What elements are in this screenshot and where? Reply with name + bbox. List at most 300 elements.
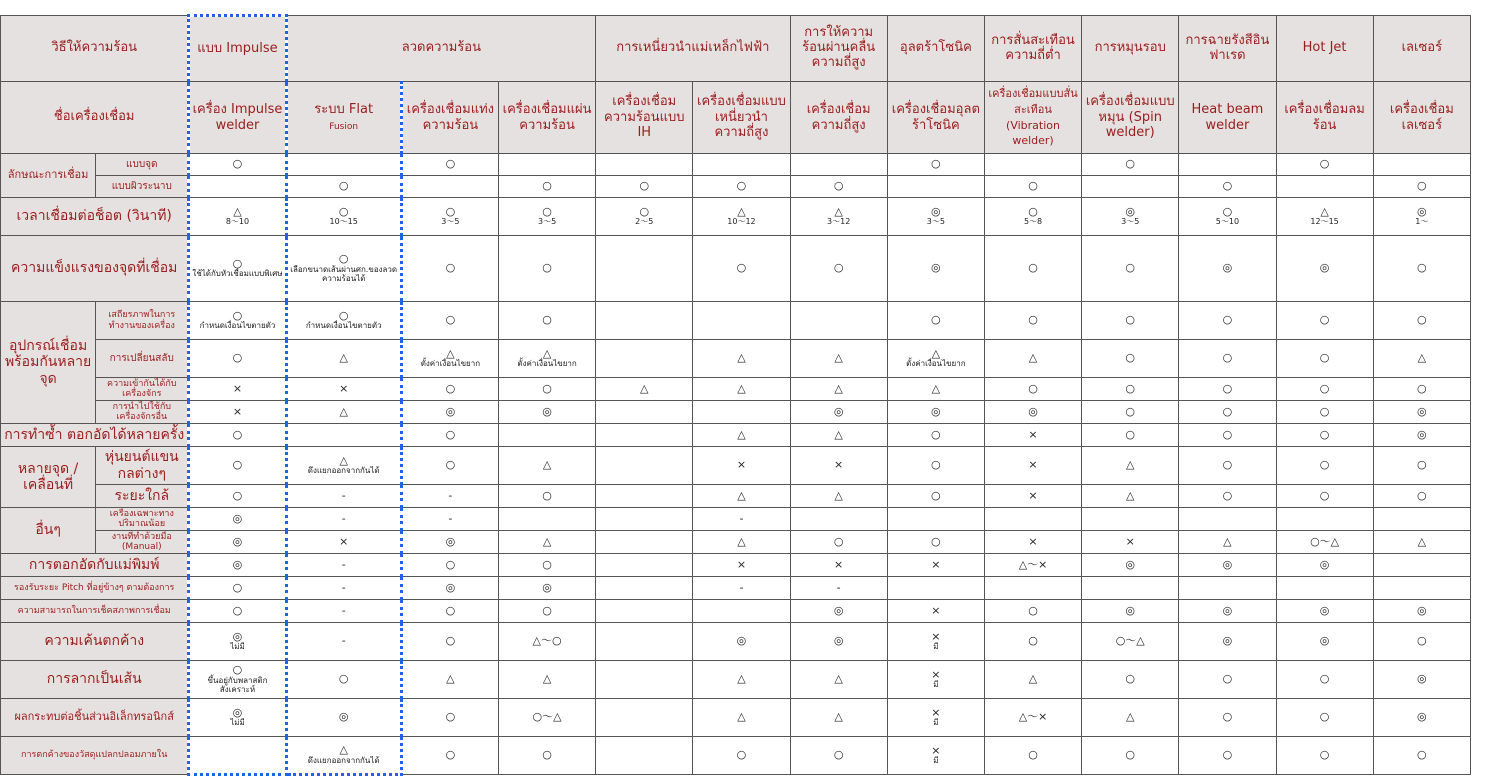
table-cell xyxy=(286,577,401,600)
table-cell xyxy=(1082,302,1179,340)
rating-symbol: △ xyxy=(1125,458,1135,472)
machine-ultrasonic: เครื่องเชื่อมอุลตร้าโซนิค xyxy=(887,82,984,154)
table-cell xyxy=(693,699,790,737)
table-cell xyxy=(790,198,887,236)
table-cell xyxy=(1276,198,1373,236)
table-row xyxy=(1,554,1471,577)
table-cell xyxy=(401,600,498,623)
table-cell xyxy=(401,485,498,508)
table-cell xyxy=(286,447,401,485)
rating-symbol: × xyxy=(834,458,844,472)
table-cell xyxy=(693,378,790,401)
table-cell xyxy=(887,699,984,737)
rating-symbol: ○ xyxy=(1222,710,1233,724)
table-row xyxy=(1,176,1471,198)
table-cell xyxy=(1373,176,1470,198)
rating-symbol: - xyxy=(341,603,346,617)
table-row xyxy=(1,699,1471,737)
table-cell xyxy=(887,554,984,577)
table-row xyxy=(1,600,1471,623)
table-cell xyxy=(189,485,286,508)
rating-symbol: ◎ xyxy=(1319,557,1330,571)
machine-name: เครื่องเชื่อมแบบสั่นสะเทือน xyxy=(988,87,1078,116)
rating-symbol: × xyxy=(1125,534,1135,548)
table-cell xyxy=(596,577,693,600)
cell-note: กำหนดเงื่อนไขตายตัว xyxy=(199,321,276,331)
table-cell xyxy=(1179,378,1276,401)
rating-symbol: ○ xyxy=(1222,313,1233,327)
rating-symbol: ○ xyxy=(931,427,941,441)
cell-note: 8～10 xyxy=(225,217,250,227)
table-cell xyxy=(1373,485,1470,508)
table-cell xyxy=(693,198,790,236)
rating-symbol: × xyxy=(1028,534,1038,548)
table-cell xyxy=(1082,737,1179,775)
rating-symbol: ○ xyxy=(445,261,456,275)
table-cell xyxy=(189,302,286,340)
table-cell xyxy=(1373,737,1470,775)
machine-impulse-welder xyxy=(189,82,286,154)
table-cell xyxy=(596,236,693,302)
table-cell xyxy=(1179,485,1276,508)
table-cell xyxy=(286,600,401,623)
table-cell xyxy=(790,302,887,340)
table-cell xyxy=(1179,554,1276,577)
rating-symbol: ○ xyxy=(338,204,349,218)
rating-symbol: ◎ xyxy=(232,557,243,571)
table-cell xyxy=(790,236,887,302)
rating-symbol: ○ xyxy=(1417,458,1427,472)
table-cell xyxy=(1276,623,1373,661)
table-cell xyxy=(189,424,286,447)
rating-symbol: ○ xyxy=(736,179,747,193)
rating-symbol: ○ xyxy=(1125,427,1136,441)
table-cell xyxy=(887,508,984,531)
table-cell xyxy=(498,661,595,699)
machine-header-row xyxy=(1,82,1471,154)
rating-symbol: ○ xyxy=(445,557,456,571)
rating-symbol: ○ xyxy=(1417,381,1427,395)
table-cell xyxy=(790,577,887,600)
table-cell xyxy=(1276,508,1373,531)
table-cell xyxy=(887,623,984,661)
table-cell xyxy=(286,508,401,531)
rating-symbol: ◎ xyxy=(1417,672,1427,686)
table-body xyxy=(1,16,1471,775)
rating-symbol: ○ xyxy=(1417,179,1427,193)
table-cell xyxy=(286,401,401,424)
table-cell xyxy=(1276,485,1373,508)
table-cell xyxy=(596,424,693,447)
method-laser: เลเซอร์ xyxy=(1373,16,1470,82)
rating-symbol: × xyxy=(232,404,243,418)
method-vibration: การสั่นสะเทือน ความถี่ต่ำ xyxy=(984,16,1081,82)
machine-ih: เครื่องเชื่อมความร้อนแบบ IH xyxy=(596,82,693,154)
rating-symbol: △ xyxy=(834,672,843,686)
rating-symbol: - xyxy=(739,580,744,594)
table-row xyxy=(1,302,1471,340)
table-cell xyxy=(790,661,887,699)
rating-symbol: ◎ xyxy=(1417,427,1427,441)
cell-note: 2～5 xyxy=(635,217,654,227)
table-cell xyxy=(693,485,790,508)
table-row xyxy=(1,401,1471,424)
rating-symbol: - xyxy=(341,580,346,594)
cell-note: มี xyxy=(933,680,939,690)
table-cell xyxy=(498,600,595,623)
rating-symbol: ○～△ xyxy=(532,710,562,724)
table-cell xyxy=(1373,600,1470,623)
rating-symbol: ◎ xyxy=(1222,557,1233,571)
table-cell xyxy=(1373,554,1470,577)
table-cell xyxy=(1373,661,1470,699)
table-cell xyxy=(693,554,790,577)
table-cell xyxy=(1179,737,1276,775)
rating-symbol: △ xyxy=(1320,204,1329,218)
table-cell xyxy=(596,699,693,737)
cell-note: ดึงแยกออกจากกันได้ xyxy=(307,755,380,765)
table-cell xyxy=(498,623,595,661)
rating-symbol: ○ xyxy=(338,308,349,322)
rating-symbol: △ xyxy=(446,346,455,360)
table-cell xyxy=(1179,699,1276,737)
rating-symbol: △ xyxy=(339,351,348,365)
rating-symbol: ○ xyxy=(1028,313,1038,327)
table-cell xyxy=(401,424,498,447)
table-cell xyxy=(1082,623,1179,661)
rating-symbol: ○ xyxy=(1028,634,1038,648)
rating-symbol: ○～△ xyxy=(1310,534,1340,548)
table-cell xyxy=(401,661,498,699)
rating-symbol: ○ xyxy=(1222,427,1233,441)
table-cell xyxy=(401,236,498,302)
method-hot-wire: ลวดความร้อน xyxy=(286,16,596,82)
rating-symbol: ◎ xyxy=(232,705,243,719)
table-cell xyxy=(887,577,984,600)
rating-symbol: ○ xyxy=(639,204,650,218)
rating-symbol: ○ xyxy=(833,534,844,548)
rating-symbol: ○ xyxy=(1417,313,1427,327)
rating-symbol: ○ xyxy=(445,313,456,327)
table-cell xyxy=(887,447,984,485)
table-cell xyxy=(887,340,984,378)
machine-name: เครื่อง Impulse welder xyxy=(192,101,283,133)
table-cell xyxy=(286,661,401,699)
rating-symbol: ◎ xyxy=(1417,204,1427,218)
table-cell xyxy=(498,554,595,577)
row-header: การลากเป็นเส้น xyxy=(1,661,189,699)
rating-symbol: ○ xyxy=(1222,204,1233,218)
table-cell xyxy=(984,577,1081,600)
table-cell xyxy=(984,508,1081,531)
rating-symbol: ○ xyxy=(1417,634,1427,648)
table-cell xyxy=(1082,531,1179,554)
rating-symbol: × xyxy=(931,629,941,643)
table-cell xyxy=(596,302,693,340)
rating-symbol: △ xyxy=(931,381,941,395)
table-cell xyxy=(498,485,595,508)
rating-symbol: △ xyxy=(931,346,941,360)
table-cell xyxy=(1373,424,1470,447)
rating-symbol: ◎ xyxy=(931,404,941,418)
rating-symbol: ◎ xyxy=(232,534,243,548)
table-cell xyxy=(401,508,498,531)
table-cell xyxy=(189,198,286,236)
table-cell xyxy=(1276,401,1373,424)
table-cell xyxy=(498,378,595,401)
rating-symbol: ◎ xyxy=(1417,603,1427,617)
table-cell xyxy=(984,340,1081,378)
method-infrared: การฉายรังสีอินฟาเรด xyxy=(1179,16,1276,82)
rating-symbol: △ xyxy=(737,427,746,441)
row-subheader: การนำไปใช้กับเครื่องจักรอื่น xyxy=(96,401,189,424)
table-cell xyxy=(1179,623,1276,661)
rating-symbol: ○ xyxy=(1319,404,1330,418)
rating-symbol: ○ xyxy=(445,458,456,472)
table-cell xyxy=(1082,198,1179,236)
method-ultrasonic: อุลตร้าโซนิค xyxy=(887,16,984,82)
table-cell xyxy=(401,699,498,737)
table-cell xyxy=(189,623,286,661)
rating-symbol: ○ xyxy=(542,261,552,275)
table-cell xyxy=(790,485,887,508)
cell-note: 5～8 xyxy=(1023,217,1043,227)
table-cell xyxy=(1373,699,1470,737)
rating-symbol: × xyxy=(1028,427,1038,441)
table-cell xyxy=(498,699,595,737)
rating-symbol: × xyxy=(736,557,747,571)
rating-symbol: ○ xyxy=(1222,672,1233,686)
table-cell xyxy=(1082,236,1179,302)
rating-symbol: - xyxy=(341,557,346,571)
table-cell xyxy=(984,378,1081,401)
rating-symbol: ○ xyxy=(1319,427,1330,441)
rating-symbol: ◎ xyxy=(542,580,552,594)
welding-comparison-table xyxy=(0,14,1471,776)
rating-symbol: ○ xyxy=(1028,603,1038,617)
table-cell xyxy=(596,198,693,236)
table-cell xyxy=(693,737,790,775)
rating-symbol: ◎ xyxy=(833,404,844,418)
rating-symbol: ◎ xyxy=(1125,204,1136,218)
table-cell xyxy=(1082,154,1179,176)
rating-symbol: × xyxy=(1028,488,1038,502)
table-cell xyxy=(189,447,286,485)
table-cell xyxy=(596,623,693,661)
rating-symbol: △ xyxy=(1125,488,1135,502)
table-cell xyxy=(596,554,693,577)
machine-vibration xyxy=(984,82,1081,154)
rating-symbol: △～○ xyxy=(532,634,562,648)
table-cell xyxy=(1082,401,1179,424)
rating-symbol: ◎ xyxy=(445,534,456,548)
table-cell xyxy=(286,531,401,554)
table-row xyxy=(1,447,1471,485)
table-cell xyxy=(790,401,887,424)
rating-symbol: ◎ xyxy=(1125,557,1136,571)
table-row xyxy=(1,577,1471,600)
rating-symbol: ○ xyxy=(931,313,941,327)
table-cell xyxy=(984,236,1081,302)
table-cell xyxy=(189,340,286,378)
rating-symbol: × xyxy=(1028,458,1038,472)
rating-symbol: △ xyxy=(339,404,348,418)
table-cell xyxy=(1373,531,1470,554)
rating-symbol: ○ xyxy=(445,157,456,171)
row-header: เวลาเชื่อมต่อช็อต (วินาที) xyxy=(1,198,189,236)
rating-symbol: ○～△ xyxy=(1115,634,1145,648)
table-cell xyxy=(887,424,984,447)
cell-note: มี xyxy=(933,756,939,766)
rating-symbol: ○ xyxy=(232,603,243,617)
table-cell xyxy=(1373,401,1470,424)
rating-symbol: ○ xyxy=(1222,748,1233,762)
table-cell xyxy=(1179,424,1276,447)
table-cell xyxy=(1082,508,1179,531)
rating-symbol: - xyxy=(341,634,346,648)
table-cell xyxy=(693,424,790,447)
rating-symbol: ◎ xyxy=(1222,603,1233,617)
method-hot-jet: Hot Jet xyxy=(1276,16,1373,82)
table-cell xyxy=(1082,447,1179,485)
cell-note: 3～12 xyxy=(827,217,851,227)
table-cell xyxy=(790,623,887,661)
rating-symbol: ○ xyxy=(232,351,243,365)
cell-note: กำหนดเงื่อนไขตายตัว xyxy=(305,321,382,331)
rating-symbol: ○ xyxy=(1028,381,1038,395)
table-cell xyxy=(790,154,887,176)
table-cell xyxy=(790,737,887,775)
rating-symbol: △ xyxy=(737,381,746,395)
rating-symbol: ◎ xyxy=(1125,603,1136,617)
table-cell xyxy=(984,737,1081,775)
table-cell xyxy=(596,340,693,378)
rating-symbol: ○ xyxy=(931,488,941,502)
table-cell xyxy=(984,401,1081,424)
rating-symbol: ○ xyxy=(232,580,243,594)
rating-symbol: ◎ xyxy=(833,634,844,648)
table-cell xyxy=(984,485,1081,508)
rating-symbol: × xyxy=(931,557,941,571)
rating-symbol: ○ xyxy=(1319,313,1330,327)
table-cell xyxy=(693,176,790,198)
table-cell xyxy=(1276,699,1373,737)
table-row xyxy=(1,378,1471,401)
method-header-row xyxy=(1,16,1471,82)
table-cell xyxy=(189,531,286,554)
rating-symbol: ○ xyxy=(833,748,844,762)
table-cell xyxy=(1276,600,1373,623)
rating-symbol: △ xyxy=(737,672,746,686)
table-cell xyxy=(498,737,595,775)
table-cell xyxy=(1179,447,1276,485)
rating-symbol: ○ xyxy=(1028,179,1038,193)
table-cell xyxy=(790,340,887,378)
rating-symbol: ○ xyxy=(232,663,243,677)
rating-symbol: × xyxy=(931,603,941,617)
table-cell xyxy=(286,176,401,198)
rating-symbol: ○ xyxy=(1222,351,1233,365)
table-cell xyxy=(693,401,790,424)
rating-symbol: △ xyxy=(834,710,843,724)
table-row xyxy=(1,508,1471,531)
cell-note: 12～15 xyxy=(1310,217,1339,227)
table-cell xyxy=(189,554,286,577)
rating-symbol: × xyxy=(834,557,844,571)
rating-symbol: △～× xyxy=(1018,557,1048,571)
table-cell xyxy=(1276,447,1373,485)
rating-symbol: ○ xyxy=(1125,672,1136,686)
table-cell xyxy=(693,154,790,176)
table-cell xyxy=(693,236,790,302)
rating-symbol: ○ xyxy=(445,204,456,218)
table-cell xyxy=(401,531,498,554)
rating-symbol: ○ xyxy=(931,157,941,171)
table-cell xyxy=(1082,378,1179,401)
table-row xyxy=(1,236,1471,302)
table-cell xyxy=(693,340,790,378)
rating-symbol: × xyxy=(736,458,747,472)
table-row xyxy=(1,623,1471,661)
rating-symbol: ○ xyxy=(445,381,456,395)
table-cell xyxy=(189,577,286,600)
table-cell xyxy=(790,600,887,623)
table-cell xyxy=(693,623,790,661)
rating-symbol: △ xyxy=(542,534,552,548)
cell-note: ไม่มี xyxy=(230,718,245,728)
rating-symbol: × xyxy=(931,667,941,681)
rating-symbol: ○ xyxy=(1319,710,1330,724)
row-header: ลักษณะการเชื่อม xyxy=(1,154,96,198)
table-cell xyxy=(1082,577,1179,600)
rating-symbol: ◎ xyxy=(338,710,349,724)
table-cell xyxy=(596,508,693,531)
rating-symbol: ○ xyxy=(542,603,552,617)
table-cell xyxy=(1179,401,1276,424)
table-cell xyxy=(401,554,498,577)
rating-symbol: ○ xyxy=(1028,748,1038,762)
table-cell xyxy=(1179,302,1276,340)
table-cell xyxy=(1082,485,1179,508)
table-cell xyxy=(401,577,498,600)
table-cell xyxy=(693,600,790,623)
rating-symbol: ○ xyxy=(542,748,552,762)
rating-symbol: - xyxy=(341,511,346,525)
machine-flat-fusion xyxy=(286,82,401,154)
row-subheader: แบบจุด xyxy=(96,154,189,176)
rating-symbol: ○ xyxy=(1222,404,1233,418)
cell-note: 1～ xyxy=(1415,217,1429,227)
rating-symbol: ◎ xyxy=(1222,261,1233,275)
method-spin: การหมุนรอบ xyxy=(1082,16,1179,82)
table-cell xyxy=(498,176,595,198)
table-cell xyxy=(1179,236,1276,302)
rating-symbol: △ xyxy=(834,204,843,218)
table-cell xyxy=(498,577,595,600)
row-subheader: เสถียรภาพในการทำงานของเครื่อง xyxy=(96,302,189,340)
table-cell xyxy=(1276,154,1373,176)
table-cell xyxy=(286,554,401,577)
cell-note: มี xyxy=(933,718,939,728)
machine-hf-induction: เครื่องเชื่อมแบบเหนี่ยวนำความถี่สูง xyxy=(693,82,790,154)
rating-symbol: ◎ xyxy=(736,634,747,648)
table-cell xyxy=(1373,447,1470,485)
rating-symbol: × xyxy=(339,534,349,548)
table-cell xyxy=(401,378,498,401)
rating-symbol: △～× xyxy=(1018,710,1048,724)
table-cell xyxy=(1179,176,1276,198)
rating-symbol: ○ xyxy=(1319,351,1330,365)
